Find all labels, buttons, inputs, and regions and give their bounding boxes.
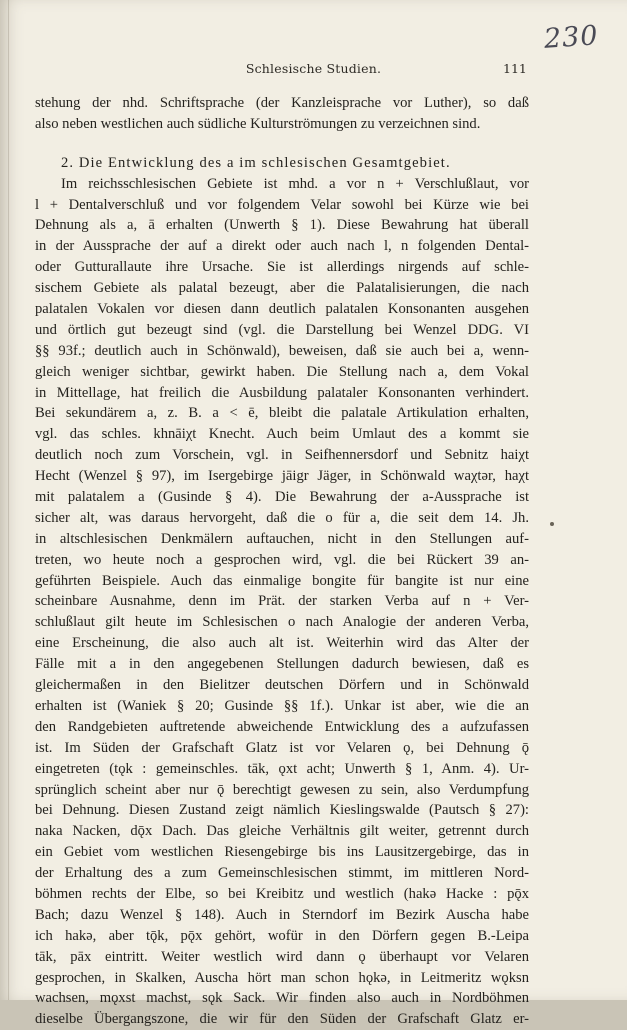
- text-line: also neben westlichen auch südliche Kulturströmungen zu verzeichnen sind.: [35, 115, 481, 132]
- text-line: erhalten ist (Waniek § 20; Gusinde §§ 1f.). Unkar ist aber, wie die an: [35, 697, 529, 714]
- text-line: gleich weniger sichtbar, gewirkt haben. Die Stellung nach a, dem Vokal: [35, 363, 529, 380]
- text-line: in Mittellage, hat freilich die Ausbildung palataler Konsonanten verhindert.: [35, 384, 529, 401]
- text-line: palatalen Vokalen vor diesen dann deutlich palatalen Konsonanten ausgehen: [35, 301, 529, 318]
- text-line: Fälle mit a in den angegebenen Stellungen dadurch bewiesen, daß es: [35, 656, 529, 673]
- text-line: wachsen, mǫxst machst, sǫk Sack. Wir finden also auch in Nordböhmen: [35, 990, 529, 1007]
- page-number: 111: [503, 61, 527, 76]
- text-line: vgl. das schles. khnāiχt Knecht. Auch beim Umlaut des a kommt sie: [35, 426, 529, 443]
- text-line: tāk, pāx eintritt. Weiter westlich wird dann ǫ überhaupt vor Velaren: [35, 948, 529, 965]
- text-line: §§ 93f.; deutlich auch in Schönwald), beweisen, daß sie auch bei a, wenn-: [35, 342, 529, 359]
- text-line: der Erhaltung des a zum Gemeinschlesischen stimmt, im mittleren Nord-: [35, 865, 529, 882]
- text-line: Im reichsschlesischen Gebiete ist mhd. a vor n + Verschlußlaut, vor: [61, 175, 529, 192]
- binding-gutter: [8, 0, 9, 1000]
- margin-mark: [550, 522, 554, 526]
- body-text: [35, 93, 529, 1030]
- text-line: treten, wo heute noch a gesprochen wird, vgl. die bei Rückert 39 an-: [35, 551, 529, 568]
- text-line: den Randgebieten auftretende abweichende Entwicklung des a aufzufassen: [35, 718, 529, 735]
- paragraph-gap: [35, 135, 529, 153]
- text-line: scheinbare Ausnahme, denn im Prät. der starken Verba auf n + Ver-: [35, 593, 529, 610]
- text-line: naka Nacken, dǭx Dach. Das gleiche Verhältnis gilt weiter, getrennt durch: [35, 823, 529, 840]
- text-line: sicher alt, was daraus hervorgeht, daß die o für a, die seit dem 14. Jh.: [35, 509, 529, 526]
- text-line: eingetreten (tǫk : gemeinschles. tāk, ǫxt acht; Unwerth § 1, Anm. 4). Ur-: [35, 760, 529, 777]
- section-paragraph: [35, 174, 529, 1030]
- text-line: oder Gutturallaute ihre Ursache. Sie ist allerdings nirgends auf schle-: [35, 259, 529, 276]
- running-title: Schlesische Studien.: [245, 61, 382, 76]
- running-header: [0, 61, 627, 81]
- text-line: ich hakə, aber tǭk, pǭx gehört, wofür in den Dörfern gegen B.-Leipa: [35, 927, 529, 944]
- text-line: bei Dehnung. Diesen Zustand zeigt nämlich Kieslingswalde (Pautsch § 27):: [35, 802, 529, 819]
- text-line: geführten Beispiele. Auch das einmalige bongite für bangite ist nur eine: [35, 572, 529, 589]
- text-line: in der Aussprache der auf a direkt oder auch nach l, n folgenden Dental-: [35, 238, 529, 255]
- text-line: ein Gebiet vom westlichen Riesengebirge bis ins Lausitzergebirge, das in: [35, 844, 529, 861]
- text-line: Bei sekundärem a, z. B. a < ē, bleibt die palatale Artikulation erhalten,: [35, 405, 529, 422]
- text-line: stehung der nhd. Schriftsprache (der Kanzleisprache vor Luther), so daß: [35, 95, 529, 111]
- text-line: dieselbe Übergangszone, die wir für den Süden der Grafschaft Glatz er-: [35, 1011, 529, 1028]
- text-line: Hecht (Wenzel § 97), im Isergebirge jāigr Jäger, in Schönwald waχtər, haχt: [35, 468, 529, 485]
- text-line: gleichermaßen in den Bielitzer deutschen Dörfern und in Schönwald: [35, 677, 529, 694]
- text-line: Dehnung als a, ā erhalten (Unwerth § 1). Diese Bewahrung hat überall: [35, 217, 529, 234]
- text-line: und örtlich gut bezeugt sind (vgl. die Darstellung bei Wenzel DDG. VI: [35, 321, 529, 338]
- text-line: sischem Gebiete als palatal bezeugt, aber die Palatalisierungen, die nach: [35, 280, 529, 297]
- section-heading: 2. Die Entwicklung des a im schlesischen Gesamtgebiet.: [61, 154, 451, 171]
- text-line: böhmen rechts der Elbe, so bei Kreibitz und westlich (hakə Hacke : pǭx: [35, 885, 529, 902]
- text-line: Bach; dazu Wenzel § 148). Auch in Sterndorf im Bezirk Auscha habe: [35, 906, 529, 923]
- text-line: schlußlaut gilt heute im Schlesischen o nach Analogie der anderen Verba,: [35, 614, 529, 631]
- text-line: in altschlesischen Denkmälern auftauchen, nicht in den Stellungen auf-: [35, 530, 529, 547]
- text-line: eine Erscheinung, die also auch alt ist. Weiterhin wird das Alter der: [35, 635, 529, 652]
- text-line: deutlich noch zum Vorschein, vgl. in Seifhennersdorf und Sebnitz haiχt: [35, 447, 529, 464]
- handwritten-folio-annotation: 230: [542, 20, 600, 55]
- text-line: sprünglich scheint aber nur ǭ berechtigt gewesen zu sein, also Verdumpfung: [35, 781, 529, 798]
- text-line: gesprochen, in Skalken, Auscha hört man schon hǫkə, in Leitmeritz wǫksn: [35, 969, 529, 986]
- text-line: ist. Im Süden der Grafschaft Glatz ist vor Velaren ǫ, bei Dehnung ǭ: [35, 739, 529, 756]
- text-line: mit palatalem a (Gusinde § 4). Die Bewahrung der a-Aussprache ist: [35, 489, 529, 506]
- text-line: l + Dentalverschluß und vor folgendem Velar sowohl bei Kürze wie bei: [35, 196, 529, 213]
